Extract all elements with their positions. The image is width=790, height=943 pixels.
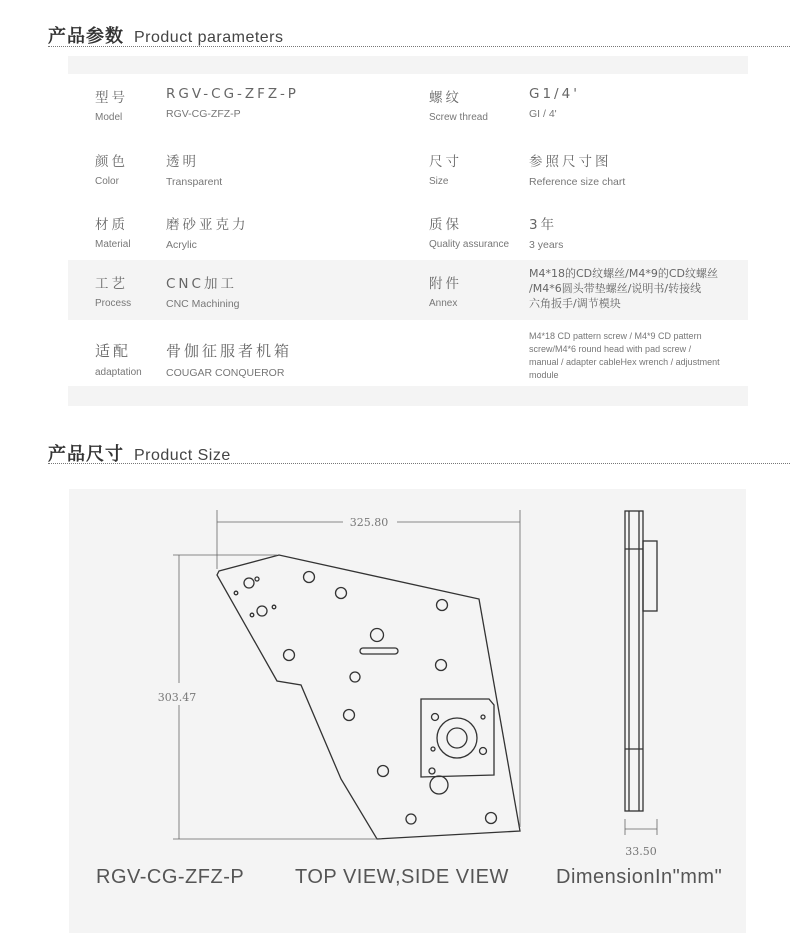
dim-height: 303.47: [157, 691, 197, 704]
param-process-label: 工艺 Process: [95, 276, 132, 309]
param-annex-label: 附件 Annex: [429, 276, 462, 309]
side-view: [625, 511, 643, 811]
param-thread-label: 螺纹 Screw thread: [429, 90, 488, 123]
param-model-value: RGV-CG-ZFZ-P RGV-CG-ZFZ-P: [166, 86, 299, 120]
pump-mount: [421, 699, 494, 777]
hole: [371, 629, 384, 642]
param-color-label: 颜色 Color: [95, 154, 128, 187]
hole: [257, 606, 267, 616]
param-size-label: 尺寸 Size: [429, 154, 462, 187]
param-color-value: 透明 Transparent: [166, 154, 223, 188]
hole: [406, 814, 416, 824]
hole: [244, 578, 254, 588]
hole: [350, 672, 360, 682]
param-material-value: 磨砂亚克力 Acrylic: [166, 217, 249, 251]
param-thread-value: G1/4' GI / 4': [529, 86, 580, 120]
hole: [304, 572, 315, 583]
caption-model: RGV-CG-ZFZ-P: [96, 866, 245, 888]
param-warranty-value: 3年 3 years: [529, 217, 564, 251]
hole: [430, 776, 448, 794]
caption-views: TOP VIEW,SIDE VIEW: [295, 866, 509, 888]
hole: [436, 660, 447, 671]
hole: [336, 588, 347, 599]
divider: [48, 463, 790, 464]
caption-units: DimensionIn"mm": [556, 866, 723, 888]
param-adaptation-value: 骨伽征服者机箱 COUGAR CONQUEROR: [166, 342, 293, 379]
band: [68, 386, 748, 406]
param-annex-value-zh: M4*18的CD纹螺丝/M4*9的CD纹螺丝 /M4*6圆头带垫螺丝/说明书/转接线 六角扳手/调节模块: [529, 267, 718, 310]
divider: [48, 46, 790, 47]
param-process-value: CNC加工 CNC Machining: [166, 276, 240, 310]
param-model-label: 型号 Model: [95, 90, 128, 123]
section-title-params: [48, 22, 284, 48]
section-title-en: Product Size: [134, 447, 231, 464]
section-title-zh: 产品尺寸: [48, 444, 124, 465]
param-warranty-label: 质保 Quality assurance: [429, 217, 510, 250]
dim-thickness: 33.50: [625, 845, 657, 858]
slot: [360, 648, 398, 654]
hole: [284, 650, 295, 661]
hole: [437, 600, 448, 611]
params-table: [68, 56, 748, 406]
hole: [344, 710, 355, 721]
dim-width: 325.80: [349, 516, 389, 529]
hole: [486, 813, 497, 824]
band: [68, 56, 748, 74]
param-adaptation-label: 适配 adaptation: [95, 342, 142, 378]
param-annex-value-en: M4*18 CD pattern screw / M4*9 CD pattern screw/M4*6 round head with pad screw / manual / adapter cableHex wrench / adjustment module: [529, 331, 720, 380]
section-title-zh: 产品参数: [48, 26, 124, 47]
plate-outline: [217, 555, 520, 839]
hole: [378, 766, 389, 777]
param-size-value: 参照尺寸图 Reference size chart: [529, 154, 626, 188]
param-material-label: 材质 Material: [95, 217, 131, 250]
section-title-en: Product parameters: [134, 29, 284, 46]
